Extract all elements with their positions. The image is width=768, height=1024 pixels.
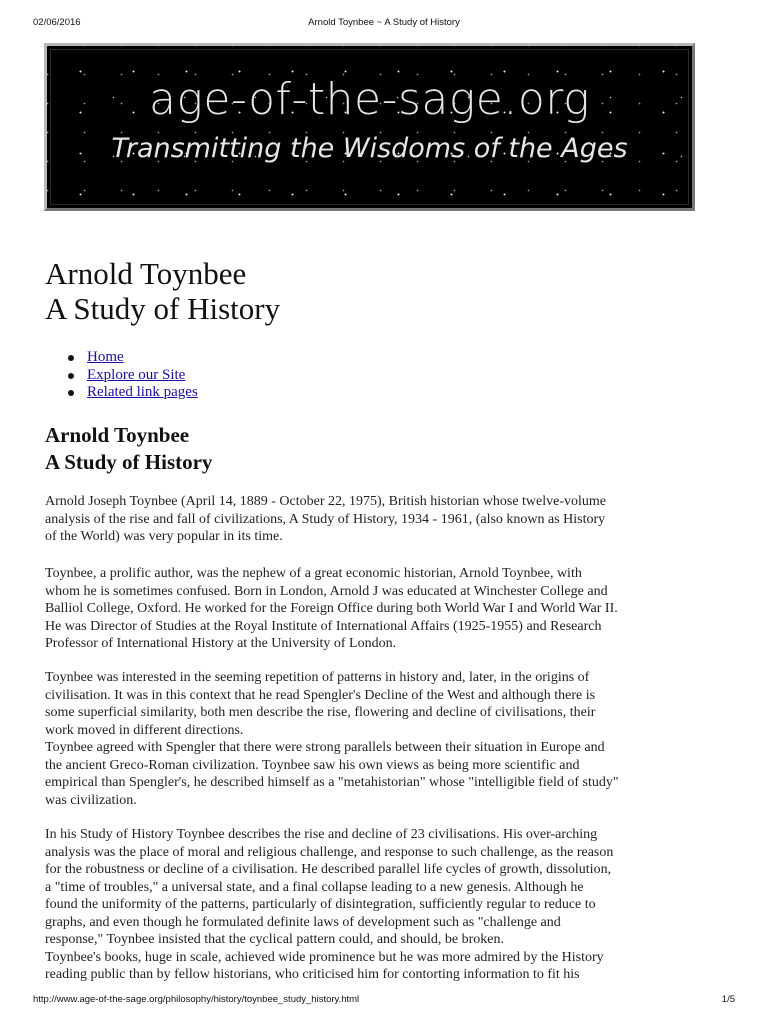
text-line: was civilization. [45,792,137,808]
text-line: Professor of International History at the University of London. [45,636,397,651]
site-nav-list [45,349,198,402]
text-line: for the robustness or decline of a civilisation. He described parallel life cycles of growth, dissolution, [45,862,612,877]
text-line: empirical than Spengler's, he described himself as a "metahistorian" whose "intelligible field of study" [45,775,619,790]
print-date: 02/06/2016 [33,17,81,28]
banner-site-name: age-of-the-sage.org [149,74,590,125]
text-line: Toynbee was interested in the seeming repetition of patterns in history and, later, in the origins of [45,670,590,685]
text-line: Toynbee, a prolific author, was the nephew of a great economic historian, Arnold Toynbee, with [45,566,582,581]
page-title [45,256,280,326]
paragraph-spengler [45,669,727,809]
text-line: Toynbee agreed with Spengler that there were strong parallels between their situation in Europe and [45,740,605,755]
paragraph-study-of-history [45,826,727,984]
site-banner[interactable] [44,43,695,211]
print-page-title: Arnold Toynbee ~ A Study of History [308,17,460,28]
text-line: the ancient Greco-Roman civilization. Toynbee saw his own views as being more scientific and [45,757,580,773]
article-heading [45,422,212,476]
text-line: a "time of troubles," a universal state, and a final collapse leading to a new genesis. Although he [45,879,584,895]
text-line: whom he is sometimes confused. Born in London, Arnold J was educated at Winchester College and [45,583,608,599]
article-heading-line-1: Arnold Toynbee [45,423,190,447]
text-line: response," Toynbee insisted that the cyclical pattern could, and should, be broken. [45,932,504,947]
text-line: In his Study of History Toynbee describes the rise and decline of 23 civilisations. His over-arching [45,827,598,842]
text-line: analysis was the place of moral and religious challenge, and response to such challenge, as the reason [45,844,614,860]
print-url: http://www.age-of-the-sage.org/philosophy/history/toynbee_study_history.html [33,994,360,1005]
nav-item-explore [45,367,198,385]
text-line: analysis of the rise and fall of civilizations, A Study of History, 1934 - 1961, (also known as History [45,511,606,527]
text-line: reading public than by fellow historians, who criticised him for contorting information to fit his [45,967,580,982]
text-line: Arnold Joseph Toynbee (April 14, 1889 - October 22, 1975), British historian whose twelve-volume [45,494,607,509]
banner-tagline: Transmitting the Wisdoms of the Ages [111,133,628,164]
text-line: found the uniformity of the patterns, particularly of disintegration, sufficiently regular to reduce to [45,897,596,912]
print-header [33,17,735,29]
text-line: He was Director of Studies at the Royal Institute of International Affairs (1925-1955) and Research [45,618,602,634]
print-footer [33,994,735,1006]
text-line: some superficial similarity, both men describe the rise, flowering and decline of civilisations, their [45,705,596,720]
bullet-icon [68,355,74,361]
bullet-icon [68,390,74,396]
nav-link-related[interactable]: Related link pages [87,384,198,400]
nav-item-home [45,349,198,367]
page-title-line-2: A Study of History [45,291,281,326]
paragraph-intro [45,493,727,546]
bullet-icon [68,373,74,379]
nav-link-explore[interactable]: Explore our Site [87,366,186,383]
text-line: graphs, and even though he formulated definite laws of development such as "challenge and [45,914,561,930]
text-line: civilisation. It was in this context that he read Spengler's Decline of the West and although there is [45,687,596,703]
nav-item-related [45,384,198,402]
nav-link-home[interactable]: Home [87,349,124,365]
text-line: Balliol College, Oxford. He worked for the Foreign Office during both World War I and World War II. [45,601,618,616]
banner-frame [50,49,689,205]
paragraph-biography [45,565,727,653]
text-line: of the World) was very popular in its time. [45,529,283,544]
page-title-line-1: Arnold Toynbee [45,256,247,291]
article-heading-line-2: A Study of History [45,450,213,474]
text-line: work moved in different directions. [45,722,244,738]
print-page-number: 1/5 [721,994,735,1005]
text-line: Toynbee's books, huge in scale, achieved wide prominence but he was more admired by the History [45,949,604,965]
